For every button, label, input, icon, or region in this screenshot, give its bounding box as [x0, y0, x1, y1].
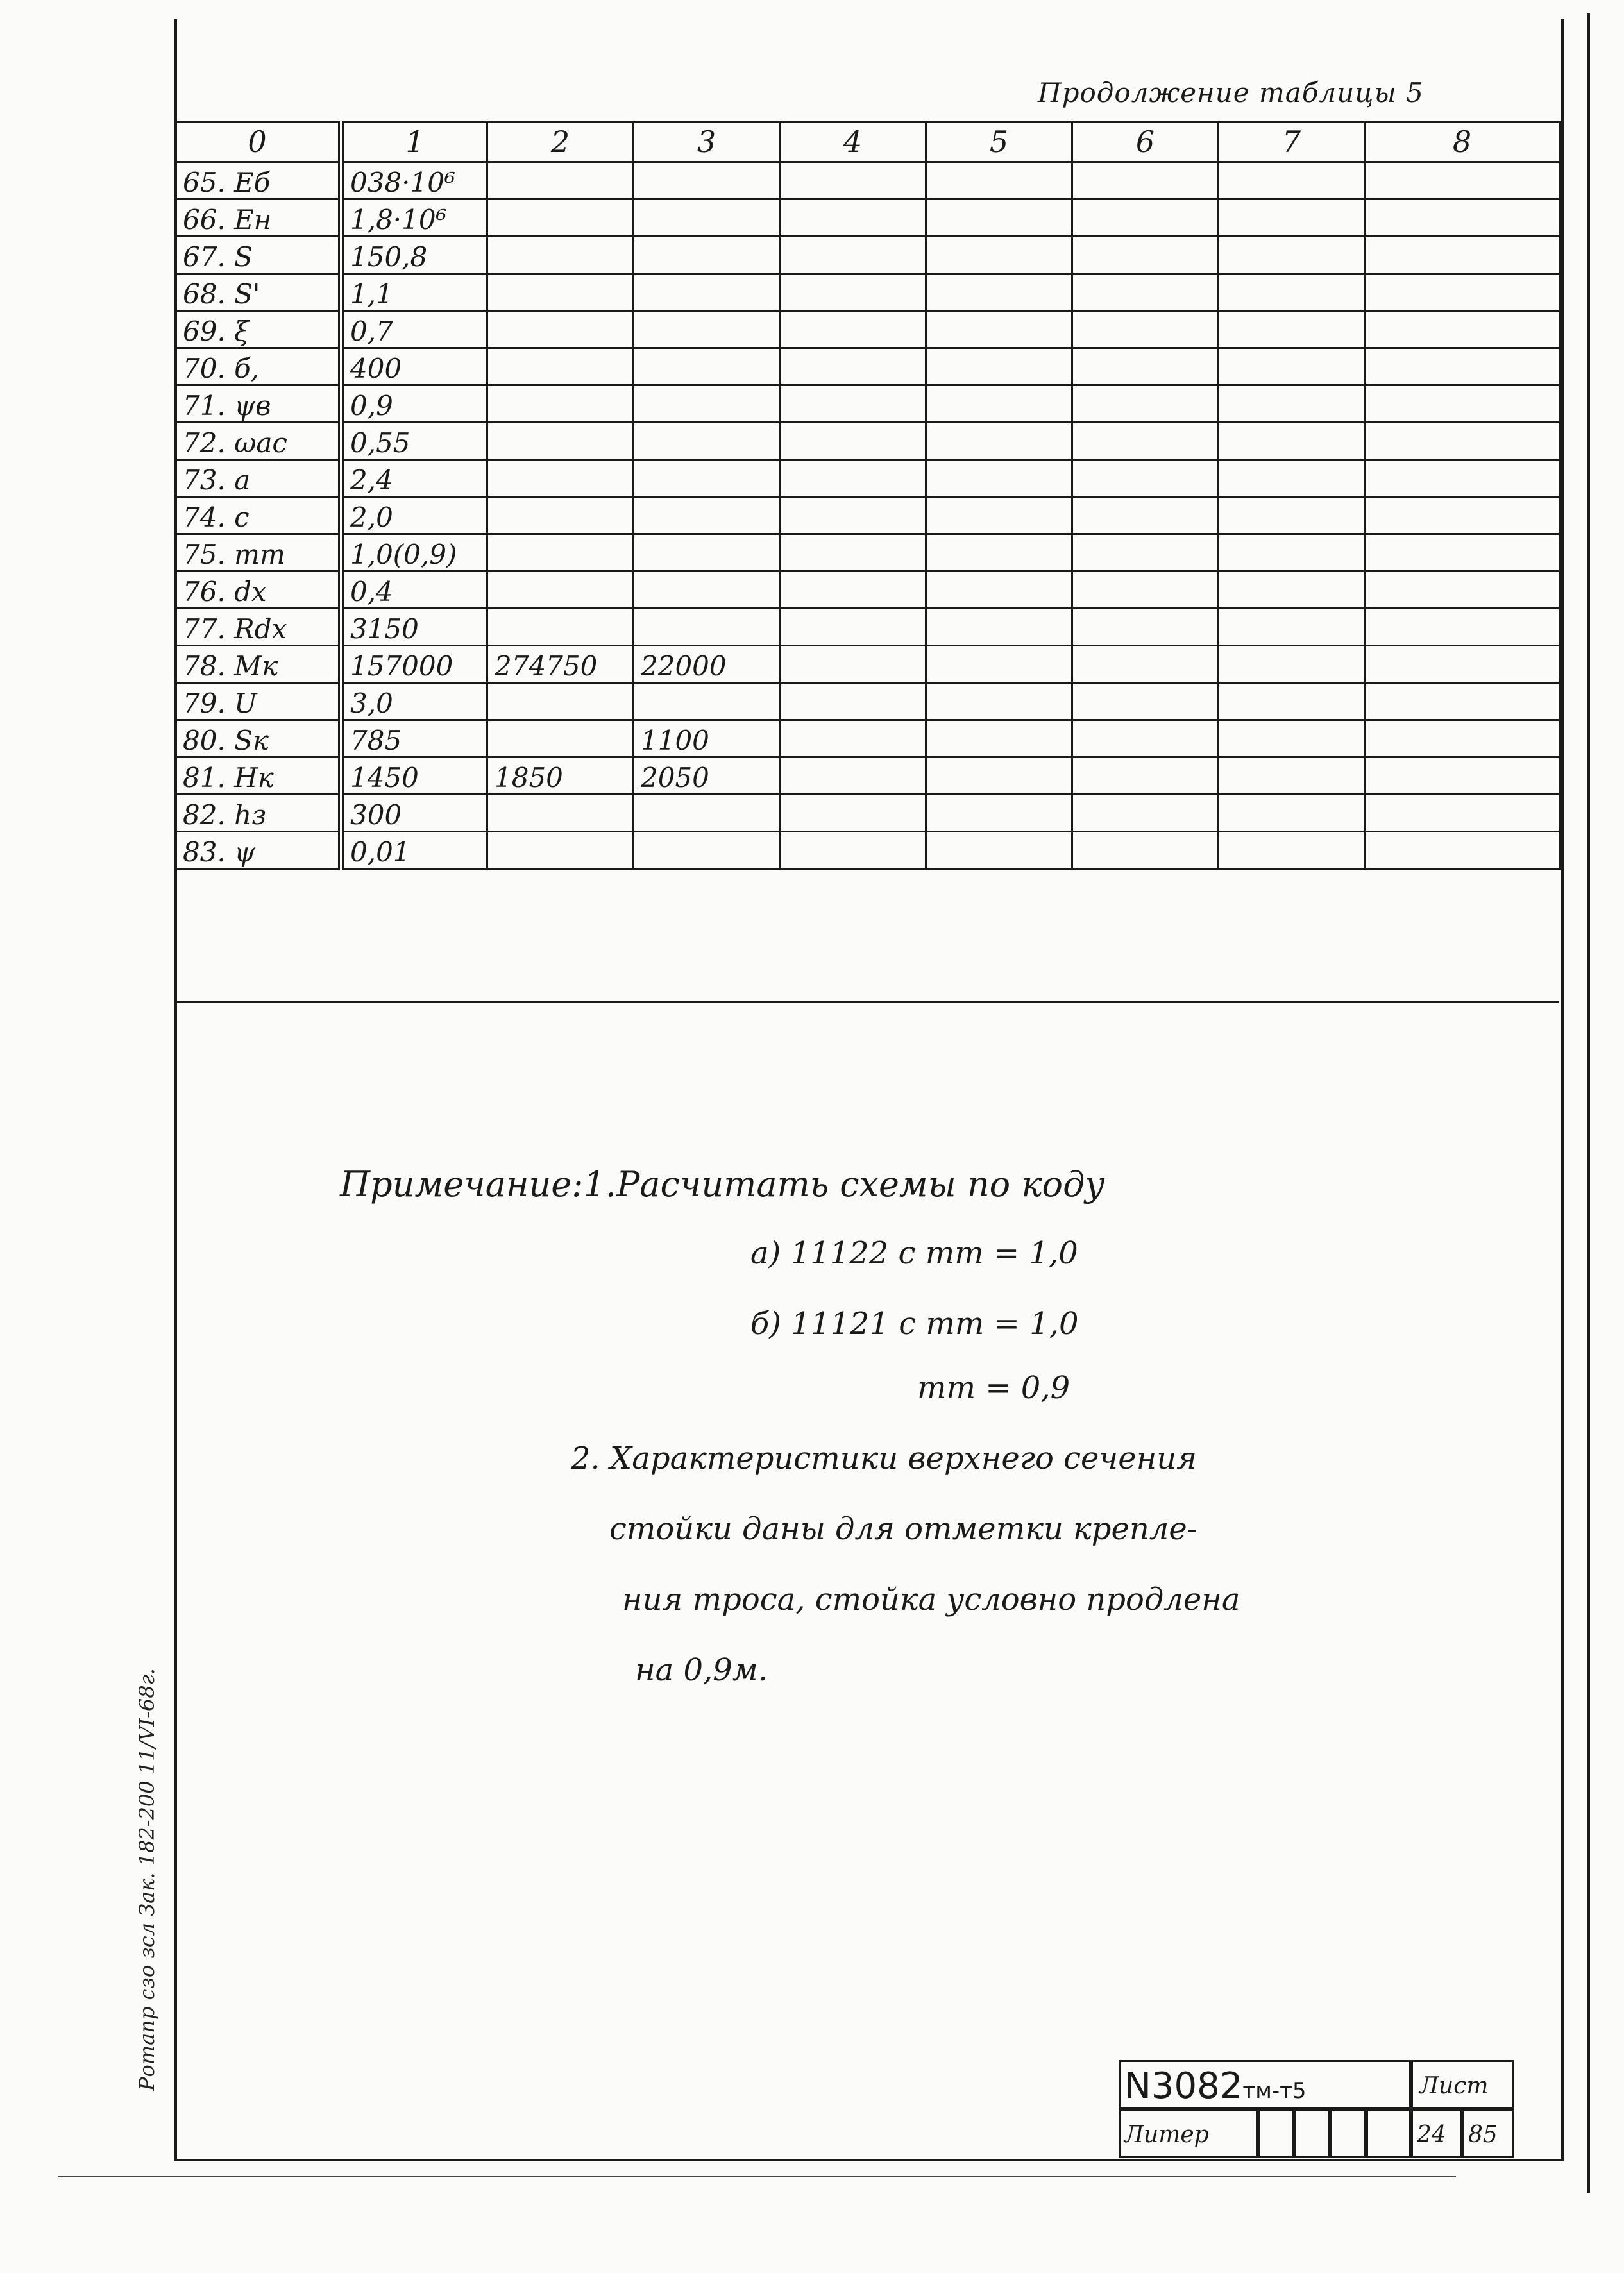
- value-cell: 157000: [341, 646, 487, 683]
- value-cell: [1072, 832, 1219, 869]
- value-cell: [1365, 832, 1560, 869]
- value-cell: [1365, 757, 1560, 795]
- value-cell: [1072, 423, 1219, 460]
- document-code-suffix: тм-т5: [1242, 2078, 1307, 2104]
- table-row: [176, 311, 1560, 348]
- value-cell: [1072, 274, 1219, 311]
- value-cell: [1219, 274, 1365, 311]
- table-row: [176, 385, 1560, 423]
- parameter-cell: 72. ωac: [176, 423, 341, 460]
- value-cell: [487, 497, 634, 534]
- parameter-cell: 75. mт: [176, 534, 341, 571]
- value-cell: [1365, 571, 1560, 609]
- value-cell: 274750: [487, 646, 634, 683]
- value-cell: [634, 311, 780, 348]
- parameter-cell: 73. a: [176, 460, 341, 497]
- value-cell: [1072, 646, 1219, 683]
- value-cell: 1100: [634, 720, 780, 757]
- litera-cell-2: [1294, 2109, 1330, 2158]
- value-cell: [1219, 237, 1365, 274]
- value-cell: [487, 274, 634, 311]
- value-cell: [1072, 534, 1219, 571]
- table-row: [176, 162, 1560, 199]
- value-cell: [634, 609, 780, 646]
- sheet-total: 85: [1462, 2109, 1514, 2158]
- parameter-cell: 80. Sк: [176, 720, 341, 757]
- value-cell: [1365, 162, 1560, 199]
- value-cell: [634, 497, 780, 534]
- value-cell: [487, 199, 634, 237]
- value-cell: [634, 385, 780, 423]
- value-cell: [780, 311, 926, 348]
- parameter-cell: 83. ψ: [176, 832, 341, 869]
- value-cell: [1219, 348, 1365, 385]
- value-cell: [487, 423, 634, 460]
- parameter-cell: 66. Eн: [176, 199, 341, 237]
- value-cell: [487, 162, 634, 199]
- value-cell: [1219, 795, 1365, 832]
- value-cell: [780, 534, 926, 571]
- litera-cell-3: [1330, 2109, 1366, 2158]
- value-cell: [926, 162, 1072, 199]
- outer-frame-line: [1587, 13, 1590, 2193]
- value-cell: [780, 162, 926, 199]
- parameter-cell: 79. U: [176, 683, 341, 720]
- value-cell: [1072, 683, 1219, 720]
- value-cell: 0,55: [341, 423, 487, 460]
- value-cell: [1219, 609, 1365, 646]
- value-cell: 0,4: [341, 571, 487, 609]
- table-row: [176, 348, 1560, 385]
- value-cell: [926, 199, 1072, 237]
- value-cell: 1,8·10⁶: [341, 199, 487, 237]
- value-cell: [1365, 609, 1560, 646]
- value-cell: [926, 720, 1072, 757]
- column-header: 0: [176, 122, 341, 162]
- value-cell: [926, 795, 1072, 832]
- value-cell: [1365, 199, 1560, 237]
- value-cell: [926, 609, 1072, 646]
- value-cell: [780, 385, 926, 423]
- value-cell: [926, 311, 1072, 348]
- data-table: [174, 121, 1561, 870]
- value-cell: 22000: [634, 646, 780, 683]
- table-row: [176, 460, 1560, 497]
- value-cell: 3,0: [341, 683, 487, 720]
- litera-cell-1: [1258, 2109, 1294, 2158]
- value-cell: [634, 423, 780, 460]
- value-cell: 0,01: [341, 832, 487, 869]
- value-cell: [634, 534, 780, 571]
- value-cell: [487, 720, 634, 757]
- parameter-cell: 67. S: [176, 237, 341, 274]
- table-bottom-rule: [174, 1001, 1559, 1003]
- note-1b: б) 11121 с mт = 1,0: [750, 1306, 1079, 1342]
- value-cell: [780, 423, 926, 460]
- note-1b-alt: mт = 0,9: [917, 1370, 1070, 1406]
- value-cell: [926, 460, 1072, 497]
- parameter-cell: 76. dx: [176, 571, 341, 609]
- table-row: [176, 832, 1560, 869]
- value-cell: 0,9: [341, 385, 487, 423]
- value-cell: [926, 646, 1072, 683]
- table-row: [176, 571, 1560, 609]
- litera-cell-4: [1366, 2109, 1411, 2158]
- table-row: [176, 534, 1560, 571]
- value-cell: [1365, 683, 1560, 720]
- value-cell: [1365, 348, 1560, 385]
- value-cell: [1365, 497, 1560, 534]
- sheet-label: Лист: [1411, 2060, 1514, 2109]
- value-cell: [780, 237, 926, 274]
- header-row: [176, 122, 1560, 162]
- value-cell: [487, 609, 634, 646]
- value-cell: [1219, 534, 1365, 571]
- value-cell: [780, 795, 926, 832]
- parameter-cell: 70. б,: [176, 348, 341, 385]
- value-cell: [634, 237, 780, 274]
- value-cell: [780, 832, 926, 869]
- value-cell: 1450: [341, 757, 487, 795]
- document-code-main: N3082: [1124, 2065, 1243, 2107]
- value-cell: [926, 237, 1072, 274]
- value-cell: [487, 571, 634, 609]
- value-cell: [1219, 162, 1365, 199]
- parameter-cell: 69. ξ: [176, 311, 341, 348]
- value-cell: [634, 832, 780, 869]
- value-cell: [926, 571, 1072, 609]
- value-cell: [487, 385, 634, 423]
- parameter-cell: 81. Hк: [176, 757, 341, 795]
- value-cell: [634, 348, 780, 385]
- value-cell: 0,7: [341, 311, 487, 348]
- value-cell: [634, 460, 780, 497]
- column-header: 1: [341, 122, 487, 162]
- value-cell: 785: [341, 720, 487, 757]
- value-cell: [1219, 832, 1365, 869]
- value-cell: [1365, 720, 1560, 757]
- value-cell: [780, 720, 926, 757]
- value-cell: [780, 274, 926, 311]
- value-cell: [1365, 311, 1560, 348]
- value-cell: [487, 237, 634, 274]
- value-cell: [1365, 237, 1560, 274]
- parameter-cell: 77. Rdx: [176, 609, 341, 646]
- value-cell: [487, 311, 634, 348]
- table-row: [176, 646, 1560, 683]
- value-cell: 2,0: [341, 497, 487, 534]
- table-row: [176, 423, 1560, 460]
- bottom-trim-line: [58, 2176, 1456, 2177]
- parameter-cell: 65. Eб: [176, 162, 341, 199]
- sheet-number: 24: [1411, 2109, 1462, 2158]
- note-2-line2: стойки даны для отметки крепле-: [609, 1511, 1197, 1547]
- value-cell: [926, 683, 1072, 720]
- value-cell: 400: [341, 348, 487, 385]
- value-cell: [1219, 385, 1365, 423]
- value-cell: [1072, 460, 1219, 497]
- value-cell: [1072, 162, 1219, 199]
- table-caption: Продолжение таблицы 5: [1038, 77, 1424, 108]
- value-cell: [1365, 385, 1560, 423]
- value-cell: [1072, 199, 1219, 237]
- value-cell: [1219, 646, 1365, 683]
- print-stamp: Ротапр сзо зсл Зак. 182-200 11/VI-68г.: [135, 1668, 159, 2091]
- value-cell: [926, 832, 1072, 869]
- value-cell: [1219, 199, 1365, 237]
- value-cell: [1072, 497, 1219, 534]
- table-row: [176, 237, 1560, 274]
- note-2-line3: ния троса, стойка условно продлена: [622, 1582, 1240, 1618]
- value-cell: [1219, 311, 1365, 348]
- value-cell: [926, 534, 1072, 571]
- value-cell: 300: [341, 795, 487, 832]
- value-cell: [1072, 385, 1219, 423]
- table-row: [176, 683, 1560, 720]
- table-row: [176, 795, 1560, 832]
- column-header: 5: [926, 122, 1072, 162]
- table-row: [176, 497, 1560, 534]
- document-code: [1119, 2060, 1411, 2109]
- table-row: [176, 199, 1560, 237]
- value-cell: [1219, 571, 1365, 609]
- value-cell: [1365, 795, 1560, 832]
- value-cell: [780, 646, 926, 683]
- value-cell: [487, 795, 634, 832]
- litera-label: Литер: [1119, 2109, 1258, 2158]
- note-2-line1: 2. Характеристики верхнего сечения: [571, 1441, 1197, 1476]
- value-cell: [1072, 311, 1219, 348]
- value-cell: [926, 274, 1072, 311]
- value-cell: [1072, 609, 1219, 646]
- table-row: [176, 720, 1560, 757]
- value-cell: [634, 162, 780, 199]
- note-1a: а) 11122 с mт = 1,0: [750, 1235, 1078, 1271]
- value-cell: [634, 274, 780, 311]
- value-cell: [926, 497, 1072, 534]
- value-cell: 2050: [634, 757, 780, 795]
- column-header: 8: [1365, 122, 1560, 162]
- value-cell: [780, 757, 926, 795]
- value-cell: [634, 199, 780, 237]
- value-cell: [780, 348, 926, 385]
- value-cell: [780, 609, 926, 646]
- value-cell: 038·10⁶: [341, 162, 487, 199]
- value-cell: [487, 683, 634, 720]
- value-cell: 2,4: [341, 460, 487, 497]
- parameter-cell: 68. S': [176, 274, 341, 311]
- value-cell: [926, 423, 1072, 460]
- parameter-cell: 78. Mк: [176, 646, 341, 683]
- value-cell: [780, 460, 926, 497]
- value-cell: [926, 348, 1072, 385]
- value-cell: [1219, 423, 1365, 460]
- value-cell: 1,1: [341, 274, 487, 311]
- value-cell: [634, 683, 780, 720]
- value-cell: [1072, 237, 1219, 274]
- value-cell: 1850: [487, 757, 634, 795]
- value-cell: [487, 534, 634, 571]
- value-cell: [1219, 460, 1365, 497]
- value-cell: 1,0(0,9): [341, 534, 487, 571]
- value-cell: [1072, 720, 1219, 757]
- value-cell: [1365, 460, 1560, 497]
- value-cell: [634, 571, 780, 609]
- value-cell: [780, 571, 926, 609]
- parameter-cell: 82. hз: [176, 795, 341, 832]
- value-cell: [1072, 757, 1219, 795]
- value-cell: [487, 460, 634, 497]
- value-cell: [1072, 348, 1219, 385]
- table-row: [176, 757, 1560, 795]
- column-header: 7: [1219, 122, 1365, 162]
- value-cell: [487, 832, 634, 869]
- parameter-cell: 71. ψв: [176, 385, 341, 423]
- value-cell: [780, 683, 926, 720]
- value-cell: [926, 757, 1072, 795]
- note-title: Примечание:1.Расчитать схемы по коду: [340, 1164, 1105, 1204]
- value-cell: 3150: [341, 609, 487, 646]
- value-cell: [780, 497, 926, 534]
- value-cell: [1219, 497, 1365, 534]
- value-cell: [1219, 757, 1365, 795]
- value-cell: 150,8: [341, 237, 487, 274]
- value-cell: [926, 385, 1072, 423]
- value-cell: [1072, 795, 1219, 832]
- column-header: 6: [1072, 122, 1219, 162]
- table-row: [176, 609, 1560, 646]
- value-cell: [634, 795, 780, 832]
- column-header: 2: [487, 122, 634, 162]
- value-cell: [1365, 646, 1560, 683]
- column-header: 4: [780, 122, 926, 162]
- value-cell: [1219, 683, 1365, 720]
- value-cell: [1365, 274, 1560, 311]
- table-row: [176, 274, 1560, 311]
- parameter-cell: 74. c: [176, 497, 341, 534]
- note-2-line4: на 0,9м.: [635, 1652, 768, 1688]
- value-cell: [1219, 720, 1365, 757]
- value-cell: [780, 199, 926, 237]
- column-header: 3: [634, 122, 780, 162]
- value-cell: [487, 348, 634, 385]
- value-cell: [1365, 423, 1560, 460]
- value-cell: [1365, 534, 1560, 571]
- value-cell: [1072, 571, 1219, 609]
